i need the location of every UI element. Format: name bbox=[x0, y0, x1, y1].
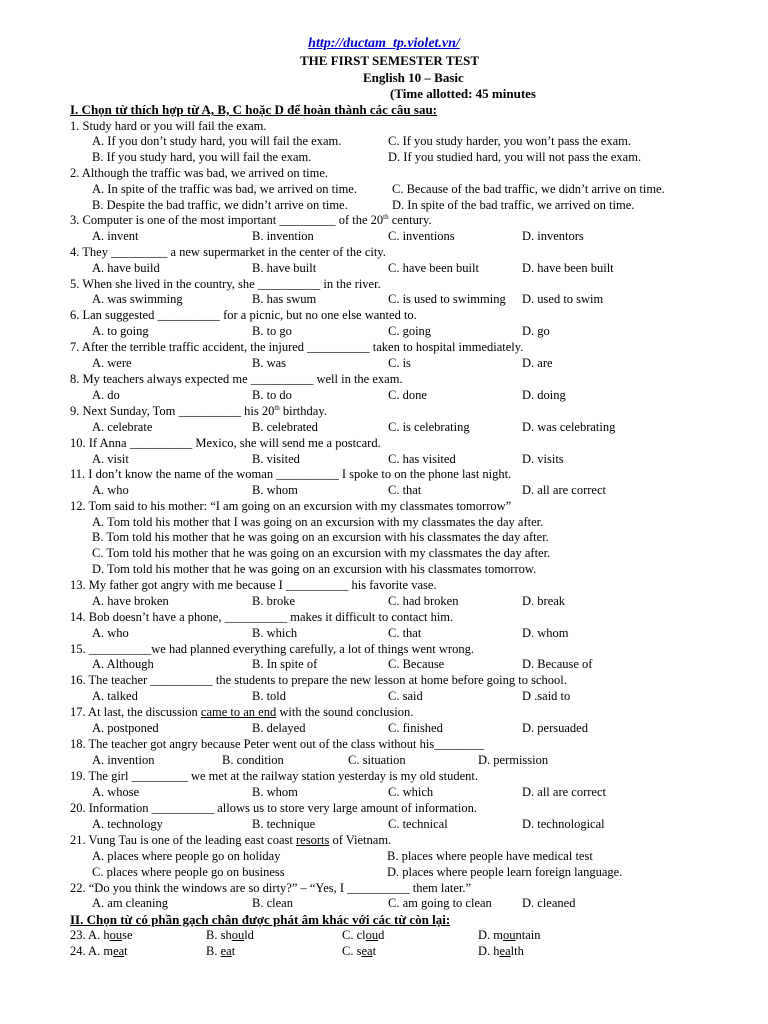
test-title: THE FIRST SEMESTER TEST bbox=[300, 53, 480, 68]
q4-option-c[interactable]: C. have been built bbox=[388, 261, 479, 275]
question-17: 17. At last, the discussion came to an end with the sound conclusion. bbox=[70, 705, 414, 719]
q22-option-a[interactable]: A. am cleaning bbox=[92, 896, 169, 910]
q21-option-d[interactable]: D. places where people learn foreign language. bbox=[387, 865, 623, 879]
question-15: 15. __________we had planned everything carefully, a lot of things went wrong. bbox=[70, 642, 474, 656]
q10-option-c[interactable]: C. has visited bbox=[388, 452, 456, 466]
q18-option-c[interactable]: C. situation bbox=[348, 753, 406, 767]
q7-option-b[interactable]: B. was bbox=[252, 356, 287, 370]
q3-option-a[interactable]: A. invent bbox=[92, 229, 139, 243]
q24-option-a[interactable]: 24. A. meat bbox=[70, 944, 128, 958]
q10-option-d[interactable]: D. visits bbox=[522, 452, 564, 466]
question-8: 8. My teachers always expected me __________ well in the exam. bbox=[70, 372, 403, 386]
question-20: 20. Information __________ allows us to store very large amount of information. bbox=[70, 801, 477, 815]
q8-option-b[interactable]: B. to do bbox=[252, 388, 292, 402]
question-12: 12. Tom said to his mother: “I am going on an excursion with my classmates tomorrow” bbox=[70, 499, 512, 513]
q10-option-a[interactable]: A. visit bbox=[92, 452, 129, 466]
q16-option-a[interactable]: A. talked bbox=[92, 689, 138, 703]
question-13: 13. My father got angry with me because I __________ his favorite vase. bbox=[70, 578, 437, 592]
question-19: 19. The girl _________ we met at the railway station yesterday is my old student. bbox=[70, 769, 479, 783]
q8-option-a[interactable]: A. do bbox=[92, 388, 120, 402]
q24-option-c[interactable]: C. seat bbox=[342, 944, 377, 958]
q1-option-b[interactable]: B. If you study hard, you will fail the exam. bbox=[92, 150, 312, 164]
section-1-title: I. Chọn từ thích hợp từ A, B, C hoặc D để hoàn thành các câu sau: bbox=[70, 102, 438, 117]
q12-option-b[interactable]: B. Tom told his mother that he was going on an excursion with his classmates the day after. bbox=[92, 530, 549, 544]
header-link[interactable]: http://ductam_tp.violet.vn/ bbox=[308, 36, 460, 51]
q5-option-a[interactable]: A. was swimming bbox=[92, 292, 183, 306]
question-4: 4. They _________ a new supermarket in the center of the city. bbox=[70, 245, 386, 259]
q15-option-c[interactable]: C. Because bbox=[388, 657, 445, 671]
q9-option-a[interactable]: A. celebrate bbox=[92, 420, 153, 434]
q5-option-d[interactable]: D. used to swim bbox=[522, 292, 604, 306]
q11-option-c[interactable]: C. that bbox=[388, 483, 422, 497]
question-7: 7. After the terrible traffic accident, the injured __________ taken to hospital immediately. bbox=[70, 340, 524, 354]
q3-option-d[interactable]: D. inventors bbox=[522, 229, 584, 243]
q14-option-c[interactable]: C. that bbox=[388, 626, 422, 640]
q20-option-b[interactable]: B. technique bbox=[252, 817, 316, 831]
q22-option-c[interactable]: C. am going to clean bbox=[388, 896, 492, 910]
question-3: 3. Computer is one of the most important _________ of the 20th century. bbox=[70, 212, 432, 227]
q15-option-b[interactable]: B. In spite of bbox=[252, 657, 318, 671]
q17-option-a[interactable]: A. postponed bbox=[92, 721, 159, 735]
section-2-title: II. Chọn từ có phần gạch chân được phát âm khác với các từ còn lại: bbox=[70, 912, 451, 927]
question-16: 16. The teacher __________ the students to prepare the new lesson at home before going to school. bbox=[70, 673, 567, 687]
q15-option-a[interactable]: A. Although bbox=[92, 657, 154, 671]
q12-option-d[interactable]: D. Tom told his mother that he was going on an excursion with his classmates tomorrow. bbox=[92, 562, 537, 576]
q11-option-d[interactable]: D. all are correct bbox=[522, 483, 606, 497]
question-5: 5. When she lived in the country, she __________ in the river. bbox=[70, 277, 381, 291]
q10-option-b[interactable]: B. visited bbox=[252, 452, 300, 466]
q19-option-d[interactable]: D. all are correct bbox=[522, 785, 606, 799]
q5-option-b[interactable]: B. has swum bbox=[252, 292, 317, 306]
q5-option-c[interactable]: C. is used to swimming bbox=[388, 292, 506, 306]
q9-option-c[interactable]: C. is celebrating bbox=[388, 420, 470, 434]
q23-option-d[interactable]: D. mountain bbox=[478, 928, 541, 942]
q12-option-a[interactable]: A. Tom told his mother that I was going on an excursion with my classmates the day after. bbox=[92, 515, 544, 529]
q6-option-a[interactable]: A. to going bbox=[92, 324, 149, 338]
q17-option-d[interactable]: D. persuaded bbox=[522, 721, 588, 735]
q16-option-d[interactable]: D .said to bbox=[522, 689, 571, 703]
q24-option-d[interactable]: D. health bbox=[478, 944, 524, 958]
q22-option-b[interactable]: B. clean bbox=[252, 896, 293, 910]
q21-option-c[interactable]: C. places where people go on business bbox=[92, 865, 285, 879]
q16-option-b[interactable]: B. told bbox=[252, 689, 287, 703]
q1-option-a[interactable]: A. If you don’t study hard, you will fail the exam. bbox=[92, 134, 342, 148]
q11-option-a[interactable]: A. who bbox=[92, 483, 129, 497]
q18-option-d[interactable]: D. permission bbox=[478, 753, 549, 767]
question-11: 11. I don’t know the name of the woman __________ I spoke to on the phone last night. bbox=[70, 467, 512, 481]
q1-option-c[interactable]: C. If you study harder, you won’t pass the exam. bbox=[388, 134, 631, 148]
q13-option-a[interactable]: A. have broken bbox=[92, 594, 169, 608]
q20-option-d[interactable]: D. technological bbox=[522, 817, 605, 831]
q8-option-c[interactable]: C. done bbox=[388, 388, 427, 402]
q7-option-d[interactable]: D. are bbox=[522, 356, 553, 370]
q19-option-b[interactable]: B. whom bbox=[252, 785, 298, 799]
q13-option-b[interactable]: B. broke bbox=[252, 594, 296, 608]
q2-option-c[interactable]: C. Because of the bad traffic, we didn’t arrive on time. bbox=[392, 182, 665, 196]
q4-option-a[interactable]: A. have build bbox=[92, 261, 160, 275]
q2-option-a[interactable]: A. In spite of the traffic was bad, we arrived on time. bbox=[92, 182, 357, 196]
q18-option-b[interactable]: B. condition bbox=[222, 753, 284, 767]
q22-option-d[interactable]: D. cleaned bbox=[522, 896, 576, 910]
q14-option-d[interactable]: D. whom bbox=[522, 626, 569, 640]
q9-option-d[interactable]: D. was celebrating bbox=[522, 420, 616, 434]
q23-option-a[interactable]: 23. A. house bbox=[70, 928, 133, 942]
question-18: 18. The teacher got angry because Peter went out of the class without his________ bbox=[70, 737, 485, 751]
q13-option-d[interactable]: D. break bbox=[522, 594, 566, 608]
q13-option-c[interactable]: C. had broken bbox=[388, 594, 459, 608]
question-2: 2. Although the traffic was bad, we arrived on time. bbox=[70, 166, 329, 180]
test-time: (Time allotted: 45 minutes bbox=[390, 86, 536, 101]
q15-option-d[interactable]: D. Because of bbox=[522, 657, 593, 671]
q9-option-b[interactable]: B. celebrated bbox=[252, 420, 318, 434]
q21-option-b[interactable]: B. places where people have medical test bbox=[387, 849, 593, 863]
q3-option-c[interactable]: C. inventions bbox=[388, 229, 455, 243]
q12-option-c[interactable]: C. Tom told his mother that he was going on an excursion with my classmates the day after. bbox=[92, 546, 551, 560]
q23-option-c[interactable]: C. cloud bbox=[342, 928, 385, 942]
q24-option-b[interactable]: B. eat bbox=[206, 944, 236, 958]
q20-option-a[interactable]: A. technology bbox=[92, 817, 163, 831]
q4-option-d[interactable]: D. have been built bbox=[522, 261, 614, 275]
q3-option-b[interactable]: B. invention bbox=[252, 229, 314, 243]
q20-option-c[interactable]: C. technical bbox=[388, 817, 448, 831]
q16-option-c[interactable]: C. said bbox=[388, 689, 423, 703]
q14-option-b[interactable]: B. which bbox=[252, 626, 298, 640]
question-9: 9. Next Sunday, Tom __________ his 20th birthday. bbox=[70, 403, 327, 418]
q6-option-c[interactable]: C. going bbox=[388, 324, 432, 338]
q1-option-d[interactable]: D. If you studied hard, you will not pass the exam. bbox=[388, 150, 642, 164]
q21-option-a[interactable]: A. places where people go on holiday bbox=[92, 849, 281, 863]
q19-option-c[interactable]: C. which bbox=[388, 785, 434, 799]
question-14: 14. Bob doesn’t have a phone, __________ makes it difficult to contact him. bbox=[70, 610, 454, 624]
q18-option-a[interactable]: A. invention bbox=[92, 753, 155, 767]
q14-option-a[interactable]: A. who bbox=[92, 626, 129, 640]
question-6: 6. Lan suggested __________ for a picnic, but no one else wanted to. bbox=[70, 308, 417, 322]
question-10: 10. If Anna __________ Mexico, she will send me a postcard. bbox=[70, 436, 381, 450]
q17-option-b[interactable]: B. delayed bbox=[252, 721, 306, 735]
q4-option-b[interactable]: B. have built bbox=[252, 261, 317, 275]
q2-option-d[interactable]: D. In spite of the bad traffic, we arrived on time. bbox=[392, 198, 635, 212]
test-subject: English 10 – Basic bbox=[363, 70, 464, 85]
q6-option-b[interactable]: B. to go bbox=[252, 324, 292, 338]
q7-option-a[interactable]: A. were bbox=[92, 356, 132, 370]
q7-option-c[interactable]: C. is bbox=[388, 356, 411, 370]
question-22: 22. “Do you think the windows are so dirty?” – “Yes, I __________ them later.” bbox=[70, 881, 472, 895]
question-1: 1. Study hard or you will fail the exam. bbox=[70, 119, 267, 133]
q11-option-b[interactable]: B. whom bbox=[252, 483, 298, 497]
q2-option-b[interactable]: B. Despite the bad traffic, we didn’t arrive on time. bbox=[92, 198, 348, 212]
q19-option-a[interactable]: A. whose bbox=[92, 785, 140, 799]
q8-option-d[interactable]: D. doing bbox=[522, 388, 566, 402]
q6-option-d[interactable]: D. go bbox=[522, 324, 550, 338]
q23-option-b[interactable]: B. should bbox=[206, 928, 254, 942]
question-21: 21. Vung Tau is one of the leading east coast resorts of Vietnam. bbox=[70, 833, 392, 847]
q17-option-c[interactable]: C. finished bbox=[388, 721, 443, 735]
